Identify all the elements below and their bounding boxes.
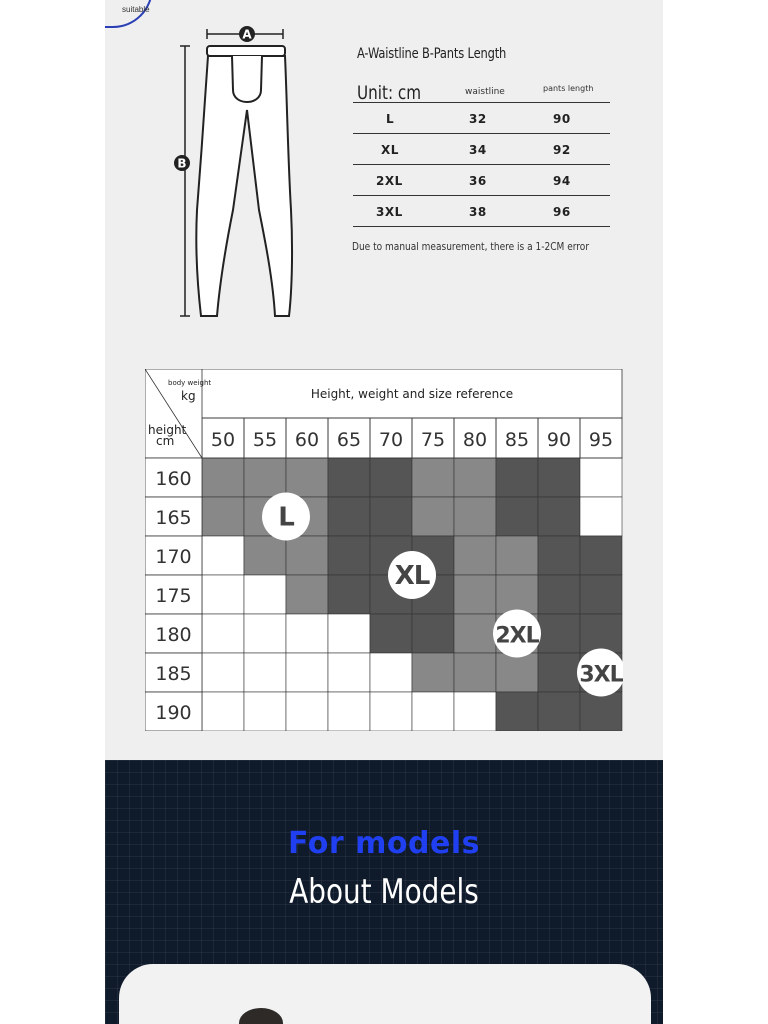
grid-cell	[244, 653, 286, 692]
weight-label: 75	[420, 429, 446, 451]
measurement-note: Due to manual measurement, there is a 1-2CM error	[352, 240, 590, 253]
grid-cell	[202, 536, 244, 575]
waist-cell: 36	[469, 174, 487, 188]
weight-label: 55	[252, 429, 278, 451]
grid-cell	[328, 653, 370, 692]
grid-cell	[496, 653, 538, 692]
models-accent-title: For models	[288, 826, 480, 861]
size-reference-chart	[145, 369, 623, 736]
grid-cell	[496, 575, 538, 614]
size-badge-label: 2XL	[495, 623, 539, 649]
grid-cell	[244, 575, 286, 614]
length-cell: 96	[553, 205, 571, 219]
weight-label: 95	[588, 429, 614, 451]
suitable-badge-label: suitable	[122, 5, 150, 14]
pants-length-column-header: pants length	[543, 84, 594, 93]
height-label: 165	[155, 507, 192, 529]
size-cell: XL	[381, 143, 399, 157]
grid-cell	[412, 497, 454, 536]
grid-cell	[454, 692, 496, 731]
size-row-2xl	[353, 164, 610, 196]
size-cell: 2XL	[376, 174, 403, 188]
grid-cell	[538, 692, 580, 731]
grid-cell	[244, 692, 286, 731]
grid-cell	[370, 497, 412, 536]
grid-cell	[538, 497, 580, 536]
grid-cell	[412, 692, 454, 731]
grid-cell	[580, 536, 622, 575]
weight-label: 65	[336, 429, 362, 451]
grid-cell	[454, 497, 496, 536]
grid-cell	[244, 458, 286, 497]
size-badge-label: L	[278, 502, 294, 533]
grid-cell	[412, 653, 454, 692]
models-section	[105, 760, 663, 1024]
height-label: 185	[155, 663, 192, 685]
height-label: 170	[155, 546, 192, 568]
size-cell: 3XL	[376, 205, 403, 219]
weight-label: 90	[546, 429, 572, 451]
grid-cell	[454, 575, 496, 614]
grid-cell	[496, 536, 538, 575]
grid-cell	[328, 575, 370, 614]
grid-cell	[286, 614, 328, 653]
grid-cell	[454, 614, 496, 653]
weight-label: 85	[504, 429, 530, 451]
grid-cell	[580, 458, 622, 497]
models-title: About Models	[289, 872, 479, 912]
grid-cell	[538, 458, 580, 497]
waistline-column-header: waistline	[465, 87, 505, 97]
waist-cell: 34	[469, 143, 487, 157]
marker-b-label: B	[177, 156, 187, 171]
size-reference-grid	[145, 369, 623, 731]
grid-cell	[580, 692, 622, 731]
size-cell: L	[386, 112, 395, 126]
grid-cell	[328, 614, 370, 653]
corner-height-unit: cm	[156, 434, 175, 448]
weight-label: 70	[378, 429, 404, 451]
model-photo	[119, 964, 651, 1024]
height-label: 160	[155, 468, 192, 490]
waist-cell: 32	[469, 112, 487, 126]
size-row-3xl	[353, 195, 610, 227]
grid-cell	[538, 536, 580, 575]
weight-label: 60	[294, 429, 320, 451]
grid-cell	[286, 575, 328, 614]
grid-cell	[370, 692, 412, 731]
grid-cell	[496, 692, 538, 731]
measurement-title: A-Waistline B-Pants Length	[357, 46, 507, 62]
grid-cell	[538, 575, 580, 614]
length-cell: 90	[553, 112, 571, 126]
grid-cell	[454, 653, 496, 692]
size-table-bottom-rule	[353, 226, 610, 227]
grid-cell	[370, 653, 412, 692]
grid-cell	[370, 614, 412, 653]
grid-cell	[328, 536, 370, 575]
grid-cell	[538, 653, 580, 692]
grid-cell	[580, 614, 622, 653]
height-label: 190	[155, 702, 192, 724]
marker-a-label: A	[242, 27, 252, 42]
size-guide-panel	[105, 0, 663, 760]
grid-cell	[370, 458, 412, 497]
pants-diagram	[165, 20, 305, 320]
corner-weight-label: body weight	[168, 379, 212, 387]
grid-cell	[286, 458, 328, 497]
corner-weight-unit: kg	[181, 389, 196, 403]
size-badge-label: 3XL	[579, 662, 623, 688]
grid-cell	[580, 497, 622, 536]
grid-cell	[286, 692, 328, 731]
grid-cell	[202, 614, 244, 653]
grid-cell	[328, 458, 370, 497]
grid-cell	[412, 614, 454, 653]
grid-cell	[286, 536, 328, 575]
grid-cell	[244, 614, 286, 653]
model-head-image	[239, 1008, 283, 1024]
grid-cell	[202, 497, 244, 536]
grid-cell	[202, 692, 244, 731]
grid-cell	[496, 497, 538, 536]
grid-title: Height, weight and size reference	[310, 387, 514, 401]
grid-cell	[454, 458, 496, 497]
weight-label: 50	[210, 429, 236, 451]
grid-cell	[328, 497, 370, 536]
grid-cell	[580, 575, 622, 614]
height-label: 175	[155, 585, 192, 607]
grid-cell	[538, 614, 580, 653]
waist-cell: 38	[469, 205, 487, 219]
grid-cell	[202, 458, 244, 497]
length-cell: 92	[553, 143, 571, 157]
height-label: 180	[155, 624, 192, 646]
unit-label: Unit: cm	[357, 82, 422, 104]
weight-label: 80	[462, 429, 488, 451]
grid-cell	[412, 458, 454, 497]
grid-cell	[202, 653, 244, 692]
size-row-l	[353, 102, 610, 134]
grid-cell	[328, 692, 370, 731]
grid-cell	[454, 536, 496, 575]
grid-cell	[244, 536, 286, 575]
grid-cell	[496, 458, 538, 497]
length-cell: 94	[553, 174, 571, 188]
size-row-xl	[353, 133, 610, 165]
corner-height-label: height	[148, 423, 187, 437]
grid-cell	[202, 575, 244, 614]
size-badge-label: XL	[394, 561, 430, 591]
grid-cell	[286, 653, 328, 692]
